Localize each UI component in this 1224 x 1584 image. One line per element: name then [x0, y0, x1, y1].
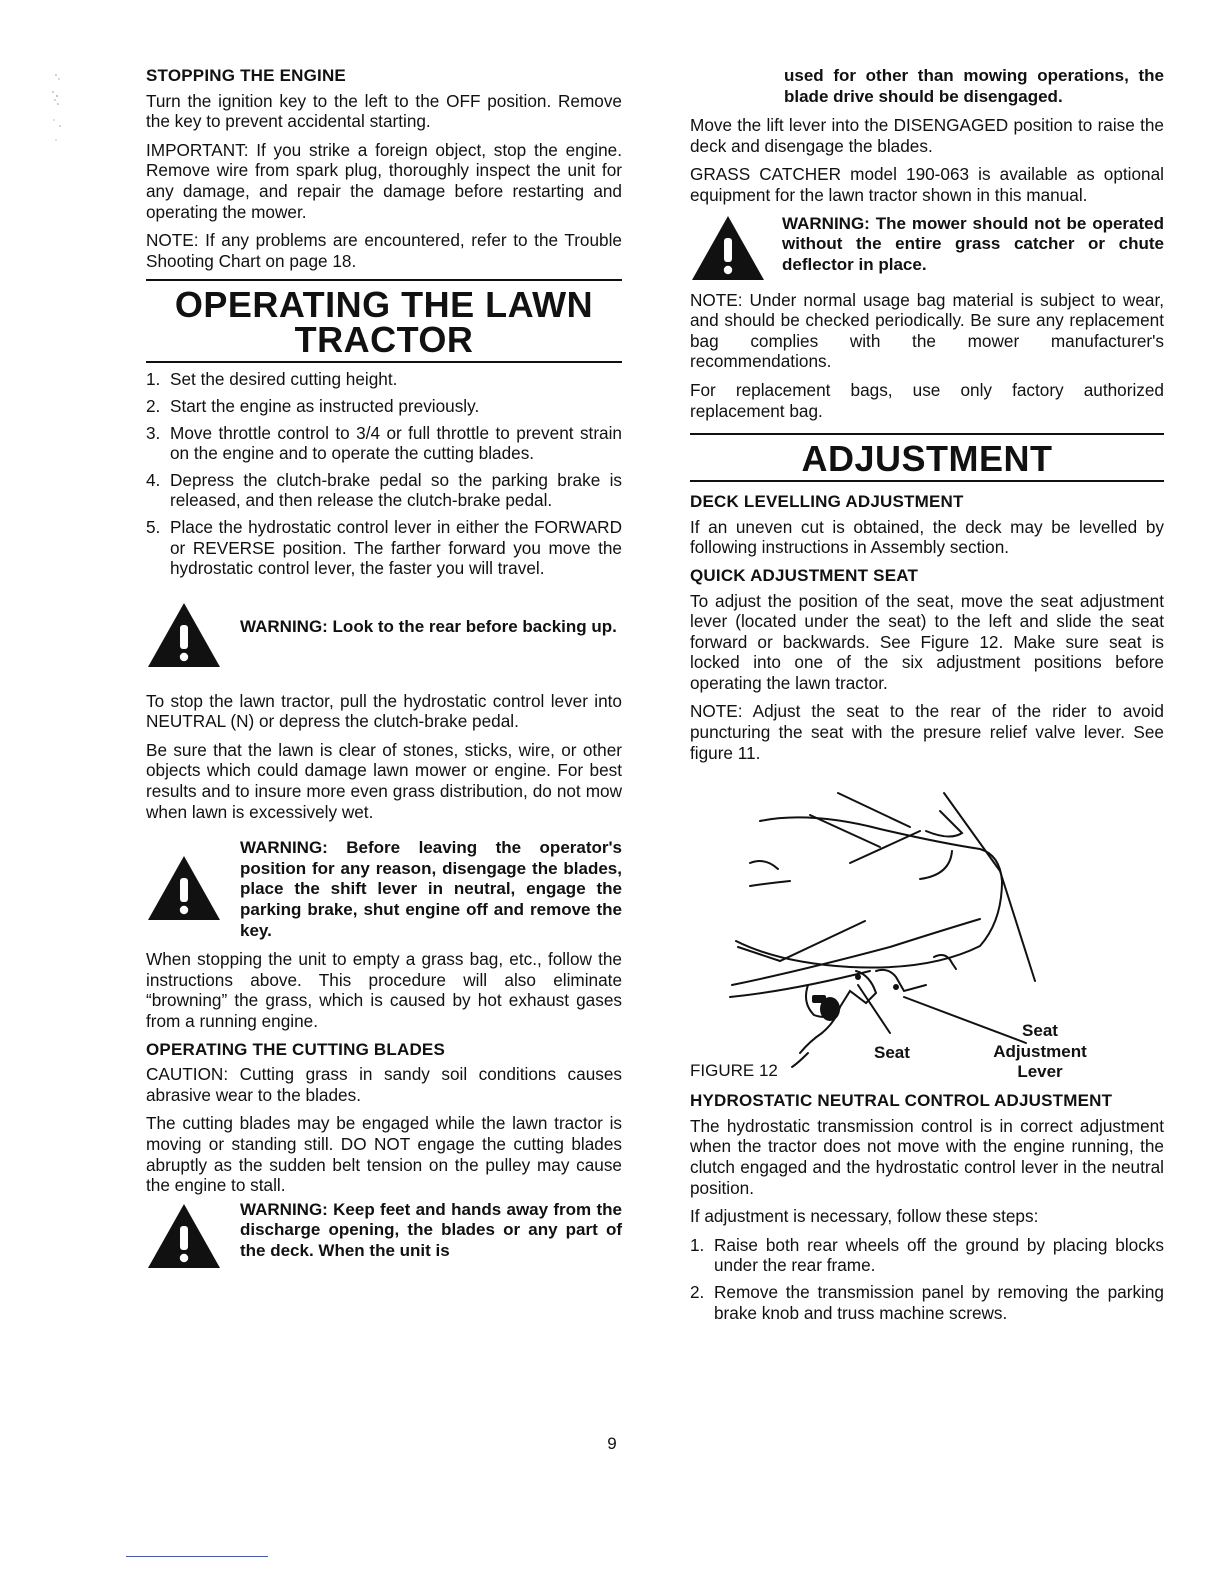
stopping-paragraph-1: Turn the ignition key to the left to the OFF position. Remove the key to prevent accidental starting. — [146, 90, 622, 132]
right-column — [690, 66, 1164, 1331]
stop-tractor-paragraph: To stop the lawn tractor, pull the hydrostatic control lever into NEUTRAL (N) or depress the clutch-brake pedal. — [146, 690, 622, 732]
hydrostatic-heading: HYDROSTATIC NEUTRAL CONTROL ADJUSTMENT — [690, 1091, 1113, 1111]
list-item — [146, 423, 622, 464]
list-item — [146, 470, 622, 511]
list-item — [146, 396, 622, 417]
seat-note-paragraph: NOTE: Adjust the seat to the rear of the rider to avoid puncturing the seat with the presure relief valve lever. See figure 11. — [690, 701, 1164, 763]
warning-triangle-icon — [690, 214, 766, 282]
warning-triangle-icon — [146, 1202, 222, 1270]
section-title-line-1: OPERATING THE LAWN — [174, 284, 594, 326]
warning-leaving-position — [146, 838, 622, 941]
warning-triangle-icon — [146, 854, 222, 922]
hydrostatic-paragraph: The hydrostatic transmission control is in correct adjustment when the tractor does not move with the engine running, the clutch engaged and the hydrostatic control lever in the neutral position. — [690, 1115, 1164, 1198]
step-text: Start the engine as instructed previously. — [170, 395, 480, 416]
step-number: 3. — [146, 422, 161, 443]
figure-12 — [690, 771, 1164, 1082]
step-number: 1. — [146, 369, 161, 390]
seat-adjustment-lever-callout — [980, 1021, 1100, 1083]
list-item — [146, 369, 622, 390]
warning-triangle-icon — [146, 601, 222, 669]
stopping-engine-heading: STOPPING THE ENGINE — [146, 66, 346, 85]
section-title-line-2: TRACTOR — [294, 319, 474, 361]
bag-note-paragraph: NOTE: Under normal usage bag material is subject to wear, and should be checked periodically. Be sure any replacement bag complies with the mower manufacturer's recommendations. — [690, 289, 1164, 372]
warning-text: WARNING: Keep feet and hands away from the discharge opening, the blades or any part of the deck. When the unit is — [240, 1199, 622, 1260]
step-number: 5. — [146, 516, 161, 537]
step-number: 2. — [690, 1282, 705, 1302]
warning-text: WARNING: Look to the rear before backing up. — [240, 616, 617, 636]
quick-seat-paragraph: To adjust the position of the seat, move the seat adjustment lever (located under the seat) to the left and slide the seat forward or backwards. See Figure 12. Make sure seat is locked into one of the six adjustment positions before operating the lawn tractor. — [690, 590, 1164, 693]
section-title-adjustment: ADJUSTMENT — [690, 433, 1164, 482]
step-text: Move throttle control to 3/4 or full throttle to prevent strain on the engine and to operate the cutting blades. — [170, 422, 622, 464]
page-number: 9 — [607, 1434, 617, 1453]
important-paragraph: IMPORTANT: If you strike a foreign object, stop the engine. Remove wire from spark plug, thoroughly inspect the unit for any damage, and repair the damage before restarting and operating the mower. — [146, 139, 622, 222]
callout-line: Adjustment — [993, 1041, 1087, 1061]
quick-seat-heading: QUICK ADJUSTMENT SEAT — [690, 565, 919, 585]
if-adjustment-paragraph: If adjustment is necessary, follow these steps: — [690, 1206, 1039, 1227]
section-title-operating — [146, 279, 622, 363]
step-text: Set the desired cutting height. — [170, 369, 398, 390]
step-number: 4. — [146, 469, 161, 490]
operating-steps-list — [146, 369, 622, 578]
deck-levelling-paragraph: If an uneven cut is obtained, the deck may be levelled by following instructions in Assembly section. — [690, 516, 1164, 558]
warning-text: WARNING: The mower should not be operated without the entire grass catcher or chute deflector in place. — [782, 213, 1164, 274]
deck-levelling-heading: DECK LEVELLING ADJUSTMENT — [690, 492, 964, 512]
step-text: Raise both rear wheels off the ground by placing blocks under the rear frame. — [714, 1234, 1164, 1276]
trouble-note-paragraph: NOTE: If any problems are encountered, refer to the Trouble Shooting Chart on page 18. — [146, 230, 622, 271]
callout-line: Seat — [1022, 1021, 1058, 1041]
step-number: 1. — [690, 1234, 705, 1255]
figure-label: FIGURE 12 — [690, 1061, 778, 1081]
cutting-blades-heading: OPERATING THE CUTTING BLADES — [146, 1039, 446, 1059]
caution-paragraph: CAUTION: Cutting grass in sandy soil conditions causes abrasive wear to the blades. — [146, 1064, 622, 1105]
warning-discharge — [146, 1200, 622, 1270]
warning-text: WARNING: Before leaving the operator's position for any reason, disengage the blades, place the shift lever in neutral, engage the parking brake, shut engine off and remove the key. — [240, 838, 622, 940]
adjustment-steps-list — [690, 1235, 1164, 1323]
step-text: Place the hydrostatic control lever in either the FORWARD or REVERSE position. The farther forward you move the hydrostatic control lever, the faster you will travel. — [170, 516, 622, 579]
footer-rule — [126, 1556, 268, 1557]
step-text: Depress the clutch-brake pedal so the parking brake is released, and then release the clutch-brake pedal. — [170, 469, 622, 511]
lift-lever-paragraph: Move the lift lever into the DISENGAGED position to raise the deck and disengage the blades. — [690, 115, 1164, 156]
engage-blades-paragraph: The cutting blades may be engaged while the lawn tractor is moving or standing still. DO NOT engage the cutting blades abruptly as the sudden belt tension on the pulley may cause the engine to stall. — [146, 1113, 622, 1196]
grass-bag-paragraph: When stopping the unit to empty a grass bag, etc., follow the instructions above. This procedure will also eliminate “browning” the grass, which is caused by hot exhaust gases from a running engine. — [146, 949, 622, 1031]
step-text: Remove the transmission panel by removing the parking brake knob and truss machine screws. — [714, 1282, 1164, 1323]
warning-continued: used for other than mowing operations, the blade drive should be disengaged. — [784, 66, 1164, 106]
callout-line: Lever — [1017, 1062, 1063, 1082]
lawn-clear-paragraph: Be sure that the lawn is clear of stones, sticks, wire, or other objects which could damage lawn mower or engine. For best results and to insure more even grass distribution, do not mow when lawn is excessively wet. — [146, 739, 622, 822]
list-item — [690, 1235, 1164, 1276]
grass-catcher-paragraph: GRASS CATCHER model 190-063 is available as optional equipment for the lawn tractor shown in this manual. — [690, 164, 1164, 205]
left-column — [146, 66, 622, 1278]
warning-backing-up — [146, 597, 622, 669]
seat-callout: Seat — [874, 1043, 910, 1063]
step-number: 2. — [146, 395, 161, 416]
list-item — [146, 517, 622, 579]
list-item — [690, 1282, 1164, 1323]
scan-speck — [46, 70, 66, 150]
replacement-bag-paragraph: For replacement bags, use only factory authorized replacement bag. — [690, 379, 1164, 421]
warning-grass-catcher — [690, 214, 1164, 282]
